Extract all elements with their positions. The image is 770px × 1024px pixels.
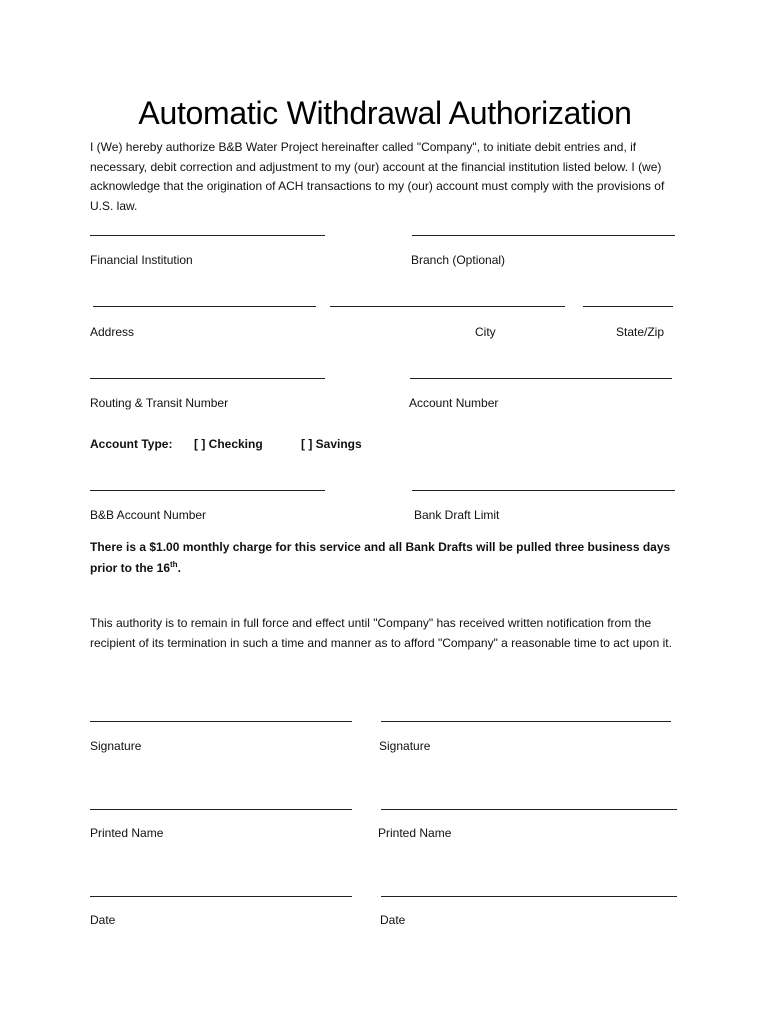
account-number-line[interactable] [410,378,672,379]
financial-institution-label: Financial Institution [90,253,193,267]
financial-institution-line[interactable] [90,235,325,236]
address-label: Address [90,325,135,339]
savings-checkbox[interactable]: [ ] Savings [301,437,362,451]
charge-notice [90,538,690,577]
intro-paragraph: I (We) hereby authorize B&B Water Project hereinafter called "Company", to initiate debit entries and, if necessary, debit correction and adjustment to my (our) account at the financial institution listed below. I (we) acknowledge that the origination of ACH transactions to my (our) account must comply with the provisions of U.S. law. [90,140,665,213]
branch-line[interactable] [412,235,675,236]
state-zip-line[interactable] [583,306,673,307]
state-zip-label: State/Zip [616,325,665,339]
signature-left-line[interactable] [90,721,352,722]
city-label: City [475,325,496,339]
checking-checkbox[interactable]: [ ] Checking [194,437,263,451]
bank-draft-limit-label: Bank Draft Limit [414,508,500,522]
address-line[interactable] [93,306,316,307]
printed-name-right-line[interactable] [381,809,677,810]
branch-label: Branch (Optional) [411,253,506,267]
signature-left-label: Signature [90,739,142,753]
charge-notice-superscript: th [170,560,178,569]
date-right-label: Date [380,913,406,927]
charge-notice-end: . [177,561,181,575]
signature-right-label: Signature [379,739,431,753]
printed-name-left-label: Printed Name [90,826,164,840]
routing-line[interactable] [90,378,325,379]
city-line[interactable] [330,306,565,307]
bank-draft-limit-line[interactable] [412,490,675,491]
date-left-line[interactable] [90,896,352,897]
charge-notice-text: There is a $1.00 monthly charge for this service and all Bank Drafts will be pulled three business days prior to the 16 [90,540,671,575]
authority-paragraph: This authority is to remain in full force and effect until "Company" has received written notification from the recipient of its termination in such a time and manner as to afford "Company" a reasonable time to act upon it. [90,616,672,650]
document-title: Automatic Withdrawal Authorization [138,95,632,131]
date-right-line[interactable] [381,896,677,897]
bb-account-number-label: B&B Account Number [90,508,207,522]
date-left-label: Date [90,913,116,927]
routing-label: Routing & Transit Number [90,396,229,410]
bb-account-number-line[interactable] [90,490,325,491]
account-type-label: Account Type: [90,437,173,451]
printed-name-left-line[interactable] [90,809,352,810]
signature-right-line[interactable] [381,721,671,722]
account-number-label: Account Number [409,396,499,410]
printed-name-right-label: Printed Name [378,826,452,840]
